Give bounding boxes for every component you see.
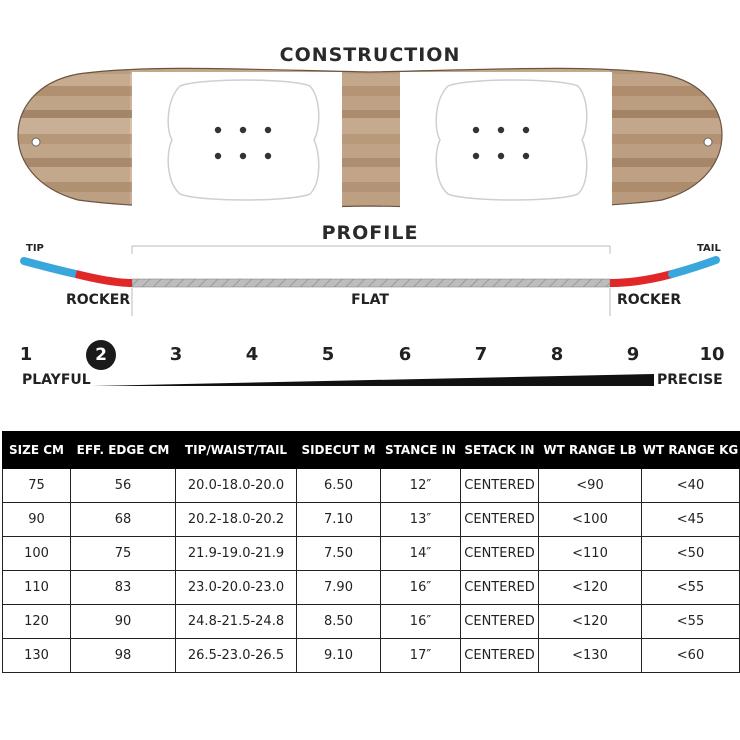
table-cell: 24.8-21.5-24.8 [176,605,297,639]
header-cell: EFF. EDGE CM [71,432,176,469]
profile-title: PROFILE [321,222,419,244]
scale-number-5: 5 [321,344,335,365]
profile-bracket-top [132,246,610,254]
table-cell: 83 [71,571,176,605]
table-cell: 16″ [381,571,461,605]
table-cell: 6.50 [297,469,381,503]
table-cell: 56 [71,469,176,503]
table-cell: 26.5-23.0-26.5 [176,639,297,673]
table-cell: 90 [71,605,176,639]
table-cell: CENTERED [461,469,539,503]
table-cell: CENTERED [461,503,539,537]
rocker-right-label: ROCKER [617,292,682,308]
table-cell: 20.0-18.0-20.0 [176,469,297,503]
header-cell: STANCE IN [381,432,461,469]
table-cell: 100 [3,537,71,571]
table-row [3,537,740,571]
profile-diagram [0,236,740,326]
table-cell: 16″ [381,605,461,639]
binding-insert-right [400,72,612,214]
table-row [3,469,740,503]
scale-number-7: 7 [474,344,488,365]
board-construction-diagram [0,60,740,220]
table-cell: 75 [71,537,176,571]
table-cell: <40 [642,469,740,503]
table-cell: <100 [539,503,642,537]
table-cell: 7.10 [297,503,381,537]
table-cell: <45 [642,503,740,537]
table-cell: 75 [3,469,71,503]
table-cell: <130 [539,639,642,673]
table-cell: 21.9-19.0-21.9 [176,537,297,571]
tail-section [672,260,716,274]
table-cell: <90 [539,469,642,503]
scale-number-9: 9 [626,344,640,365]
table-cell: 17″ [381,639,461,673]
table-cell: 110 [3,571,71,605]
table-cell: <110 [539,537,642,571]
table-cell: 130 [3,639,71,673]
table-cell: <50 [642,537,740,571]
scale-number-8: 8 [550,344,564,365]
table-cell: CENTERED [461,571,539,605]
table-cell: 98 [71,639,176,673]
header-cell: WT RANGE KG [642,432,740,469]
table-row [3,605,740,639]
precise-label: PRECISE [657,372,723,388]
table-cell: 13″ [381,503,461,537]
table-cell: <55 [642,571,740,605]
flex-scale [0,340,740,390]
table-cell: 7.90 [297,571,381,605]
table-header-row [3,432,740,469]
rocker-right-section [610,274,672,283]
table-cell: 7.50 [297,537,381,571]
rocker-left-section [76,274,132,283]
rocker-left-label: ROCKER [66,292,131,308]
table-cell: <120 [539,571,642,605]
scale-number-1: 1 [19,344,33,365]
construction-title: CONSTRUCTION [279,44,461,66]
table-cell: <120 [539,605,642,639]
playful-label: PLAYFUL [22,372,91,388]
header-cell: SIZE CM [3,432,71,469]
binding-insert-left [132,72,342,214]
flat-label: FLAT [351,292,389,308]
tip-label: TIP [26,243,44,254]
header-cell: TIP/WAIST/TAIL [176,432,297,469]
tip-section [24,261,76,274]
flat-section [132,279,610,287]
table-cell: CENTERED [461,605,539,639]
table-cell: CENTERED [461,639,539,673]
header-cell: SIDECUT M [297,432,381,469]
tail-label: TAIL [697,243,721,254]
nose-hole [32,138,40,146]
table-cell: 9.10 [297,639,381,673]
header-cell: WT RANGE LB [539,432,642,469]
table-cell: <55 [642,605,740,639]
table-cell: 14″ [381,537,461,571]
header-cell: SETACK IN [461,432,539,469]
scale-number-10: 10 [699,344,725,365]
table-cell: CENTERED [461,537,539,571]
scale-number-2: 2 [86,340,116,370]
table-cell: 23.0-20.0-23.0 [176,571,297,605]
scale-number-6: 6 [398,344,412,365]
scale-number-4: 4 [245,344,259,365]
tail-hole [704,138,712,146]
table-cell: 8.50 [297,605,381,639]
table-row [3,503,740,537]
table-row [3,571,740,605]
scale-number-3: 3 [169,344,183,365]
table-cell: 90 [3,503,71,537]
table-cell: 120 [3,605,71,639]
wood-core [0,60,740,220]
spec-table [2,431,740,673]
table-body [3,469,740,673]
table-cell: 68 [71,503,176,537]
table-row [3,639,740,673]
table-cell: <60 [642,639,740,673]
table-cell: 20.2-18.0-20.2 [176,503,297,537]
table-cell: 12″ [381,469,461,503]
